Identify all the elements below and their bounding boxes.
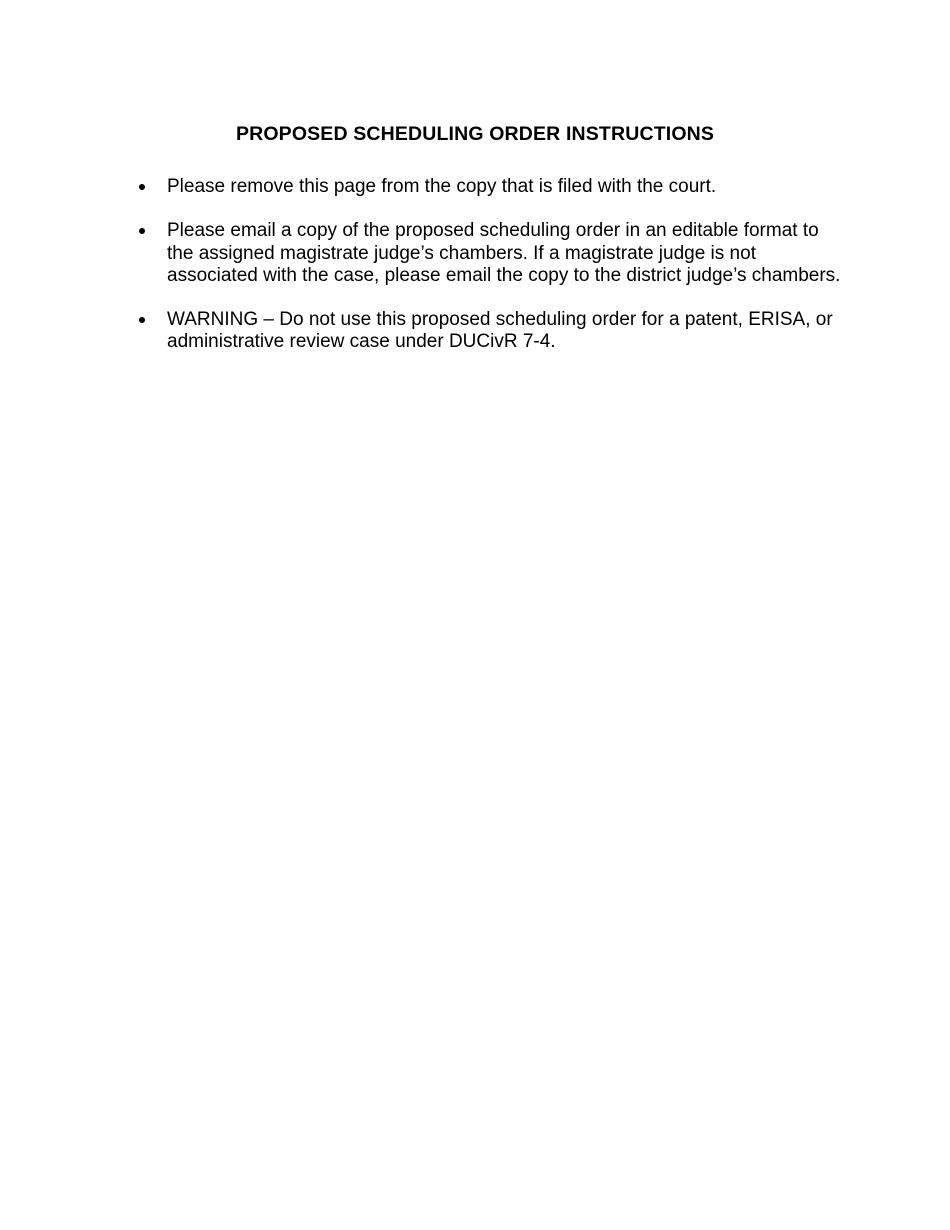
instruction-item-warning-case-types	[136, 309, 848, 354]
bullet-point-icon	[139, 317, 145, 323]
instruction-item-email-copy	[136, 220, 848, 287]
page-title: PROPOSED SCHEDULING ORDER INSTRUCTIONS	[235, 123, 715, 146]
instruction-text: WARNING – Do not use this proposed scheduling order for a patent, ERISA, or administrative review case under DUCivR 7-4.	[167, 309, 833, 353]
instruction-text: Please remove this page from the copy that is filed with the court.	[167, 176, 717, 197]
instruction-list	[136, 176, 848, 354]
instruction-item-remove-page	[136, 176, 848, 198]
bullet-point-icon	[139, 184, 145, 190]
instruction-text: Please email a copy of the proposed scheduling order in an editable format to the assigned magistrate judge’s chambers. If a magistrate judge is not associated with the case, please email the copy to the district judge’s chambers.	[167, 220, 841, 286]
bullet-point-icon	[139, 228, 145, 234]
